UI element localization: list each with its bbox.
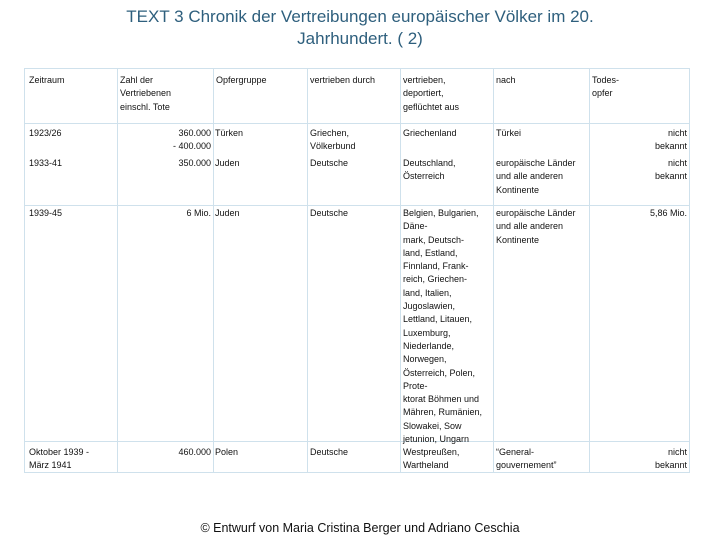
row2-zahl: 350.000	[178, 158, 211, 168]
column-divider	[493, 69, 494, 472]
row2-opfergruppe: Juden	[215, 158, 240, 168]
row3-zeitraum: 1939-45	[29, 208, 63, 218]
title-line-2: Jahrhundert. ( 2)	[297, 29, 423, 48]
row3-todesopfer: 5,86 Mio.	[649, 208, 687, 218]
title-line-1: TEXT 3 Chronik der Vertreibungen europäischer Völker im 20.	[126, 7, 594, 26]
row2-vertrieben: Deutschland, Österreich	[403, 158, 456, 182]
row1-vertrieben: Griechenland	[403, 128, 457, 138]
row4-vertrieben: Westpreußen, Wartheland	[403, 447, 460, 471]
row2-todesopfer: nicht bekannt	[654, 158, 687, 182]
copyright-footer: © Entwurf von Maria Cristina Berger und Adriano Ceschia	[200, 521, 520, 535]
row1-zeitraum: 1923/26	[29, 128, 62, 138]
row2-zeitraum: 1933-41	[29, 158, 63, 168]
row3-nach: europäische Länder und alle anderen Kontinente	[496, 208, 576, 245]
column-divider	[400, 69, 401, 472]
row-divider	[25, 441, 689, 442]
column-divider	[117, 69, 118, 472]
row4-zeitraum: Oktober 1939 - März 1941	[29, 447, 90, 471]
row2-nach: europäische Länder und alle anderen Kontinente	[496, 158, 576, 195]
row4-vertrieben-durch: Deutsche	[310, 447, 349, 457]
row1-opfergruppe: Türken	[215, 128, 244, 138]
header-vertrieben: vertrieben, deportiert, geflüchtet aus	[403, 75, 460, 112]
header-opfergruppe: Opfergruppe	[216, 75, 267, 85]
row-divider	[25, 123, 689, 124]
header-todesopfer: Todes- opfer	[592, 75, 620, 99]
row-divider	[25, 205, 689, 206]
column-divider	[589, 69, 590, 472]
row4-opfergruppe: Polen	[215, 447, 239, 457]
header-nach: nach	[496, 75, 516, 85]
row4-todesopfer: nicht bekannt	[654, 447, 687, 471]
column-divider	[213, 69, 214, 472]
row1-todesopfer: nicht bekannt	[654, 128, 687, 152]
row3-zahl: 6 Mio.	[186, 208, 211, 218]
row4-zahl: 460.000	[178, 447, 211, 457]
header-vertrieben-durch: vertrieben durch	[310, 75, 376, 85]
row3-opfergruppe: Juden	[215, 208, 240, 218]
row4-nach: “General- gouvernement”	[496, 447, 557, 471]
row3-vertrieben: Belgien, Bulgarien, Däne- mark, Deutsch- land, Estland, Finnland, Frank- reich, Griechen- land, Italien, Jugoslawien, Lettland, Litauen, Luxemburg, Niederlande, Norwegen, Österreich, Polen, Prote- ktorat Böhmen und Mähren, Rumänien, Slowakei, Sow jetunion, Ungarn	[403, 208, 483, 445]
header-zahl: Zahl der Vertriebenen einschl. Tote	[120, 75, 172, 112]
header-zeitraum: Zeitraum	[29, 75, 65, 85]
column-divider	[307, 69, 308, 472]
row1-nach: Türkei	[496, 128, 522, 138]
chronicle-table	[24, 68, 690, 473]
row3-vertrieben-durch: Deutsche	[310, 208, 349, 218]
row2-vertrieben-durch: Deutsche	[310, 158, 349, 168]
row1-zahl: 360.000 - 400.000	[172, 128, 211, 152]
row1-vertrieben-durch: Griechen, Völkerbund	[310, 128, 356, 152]
slide-title	[0, 6, 720, 50]
